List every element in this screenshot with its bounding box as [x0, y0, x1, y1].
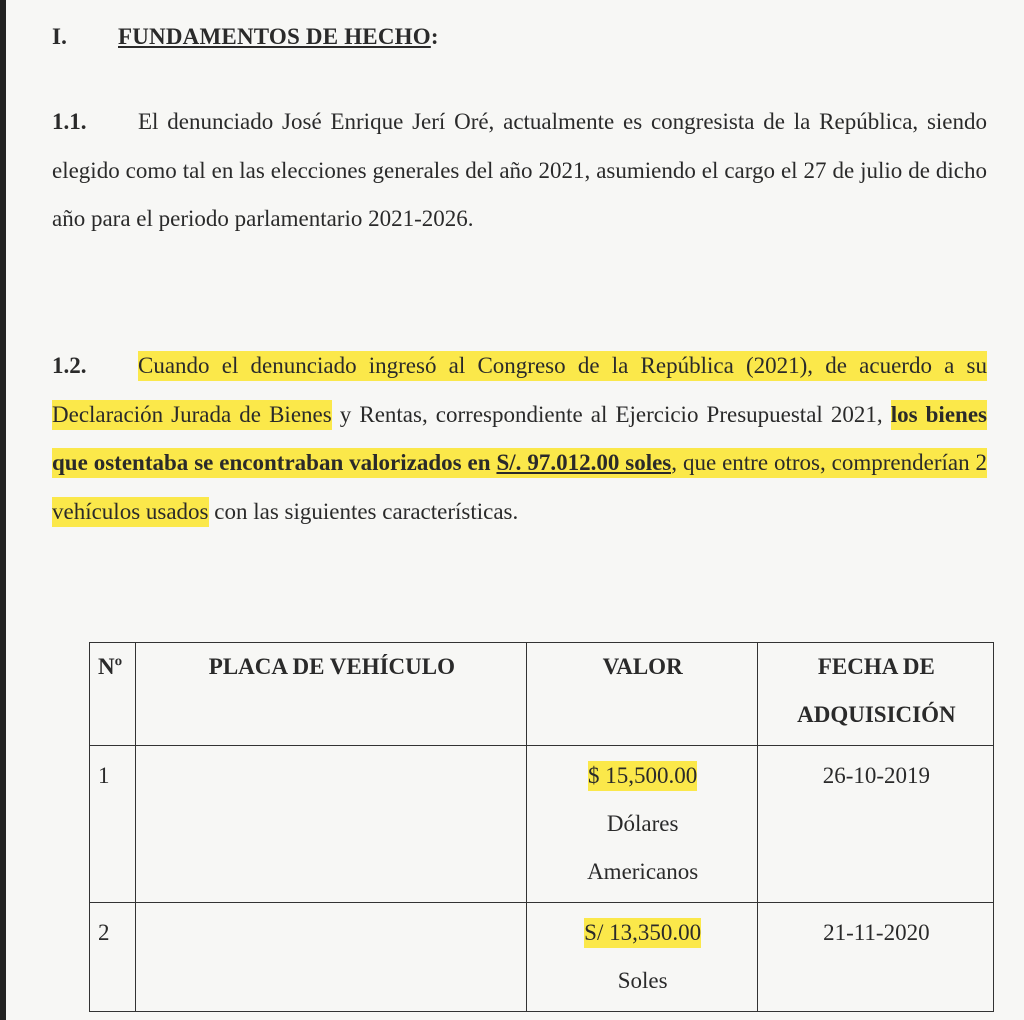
paragraph-1-1	[52, 98, 987, 244]
document-page	[52, 0, 987, 1020]
valor-amount-line	[535, 909, 751, 957]
header-fecha-line-2: ADQUISICIÓN	[797, 702, 956, 727]
table-row	[90, 903, 994, 1012]
paragraph-text: El denunciado José Enrique Jerí Oré, actualmente es congresista de la República, siendo elegido como tal en las elecciones generales del año 2021, asumiendo el cargo el 27 de julio de dicho año para el periodo parlamentario 2021-2026.	[52, 109, 987, 231]
valor-amount: S/ 13,350.00	[584, 918, 701, 948]
paragraph-number: 1.2.	[52, 353, 87, 378]
valor-unit-1: Soles	[617, 968, 668, 993]
highlighted-amount: S/. 97.012.00 soles	[496, 448, 671, 478]
section-heading	[52, 24, 439, 50]
plain-text: con las siguientes características.	[208, 498, 519, 524]
cell-fecha: 21-11-2020	[757, 903, 993, 1012]
paragraph-number: 1.1.	[52, 109, 87, 134]
cell-num: 2	[90, 903, 136, 1012]
valor-amount-line	[535, 752, 751, 800]
paragraph-1-2	[52, 342, 987, 536]
cell-num: 1	[90, 746, 136, 903]
section-title: FUNDAMENTOS DE HECHO	[118, 24, 431, 49]
cell-valor	[526, 903, 757, 1012]
header-valor: VALOR	[526, 643, 757, 746]
plain-text: y Rentas, correspondiente al Ejercicio Presupuestal 2021,	[331, 401, 891, 427]
cell-fecha: 26-10-2019	[757, 746, 993, 903]
header-fecha	[757, 643, 993, 746]
valor-unit-2: Americanos	[587, 859, 699, 884]
highlighted-bold-text: los bienes que ostentaba se encontraban valorizados en	[52, 400, 987, 479]
section-number: I.	[52, 24, 68, 49]
vehicles-table	[89, 642, 994, 1012]
cell-placa	[136, 903, 526, 1012]
left-page-edge	[0, 0, 6, 1020]
table-row	[90, 746, 994, 903]
header-num: Nº	[90, 643, 136, 746]
header-fecha-line-1: FECHA DE	[817, 654, 935, 679]
highlighted-text: Cuando el denunciado ingresó al Congreso de la República (2021), de acuerdo a su Declaración Jurada de Bienes	[52, 351, 987, 430]
valor-unit-1: Dólares	[606, 811, 679, 836]
section-colon: :	[430, 24, 439, 49]
header-placa: PLACA DE VEHÍCULO	[136, 643, 526, 746]
highlighted-text: , que entre otros, comprenderían 2 vehículos usados	[52, 448, 987, 527]
cell-valor	[526, 746, 757, 903]
table-header-row	[90, 643, 994, 746]
cell-placa	[136, 746, 526, 903]
valor-amount: $ 15,500.00	[588, 761, 697, 791]
